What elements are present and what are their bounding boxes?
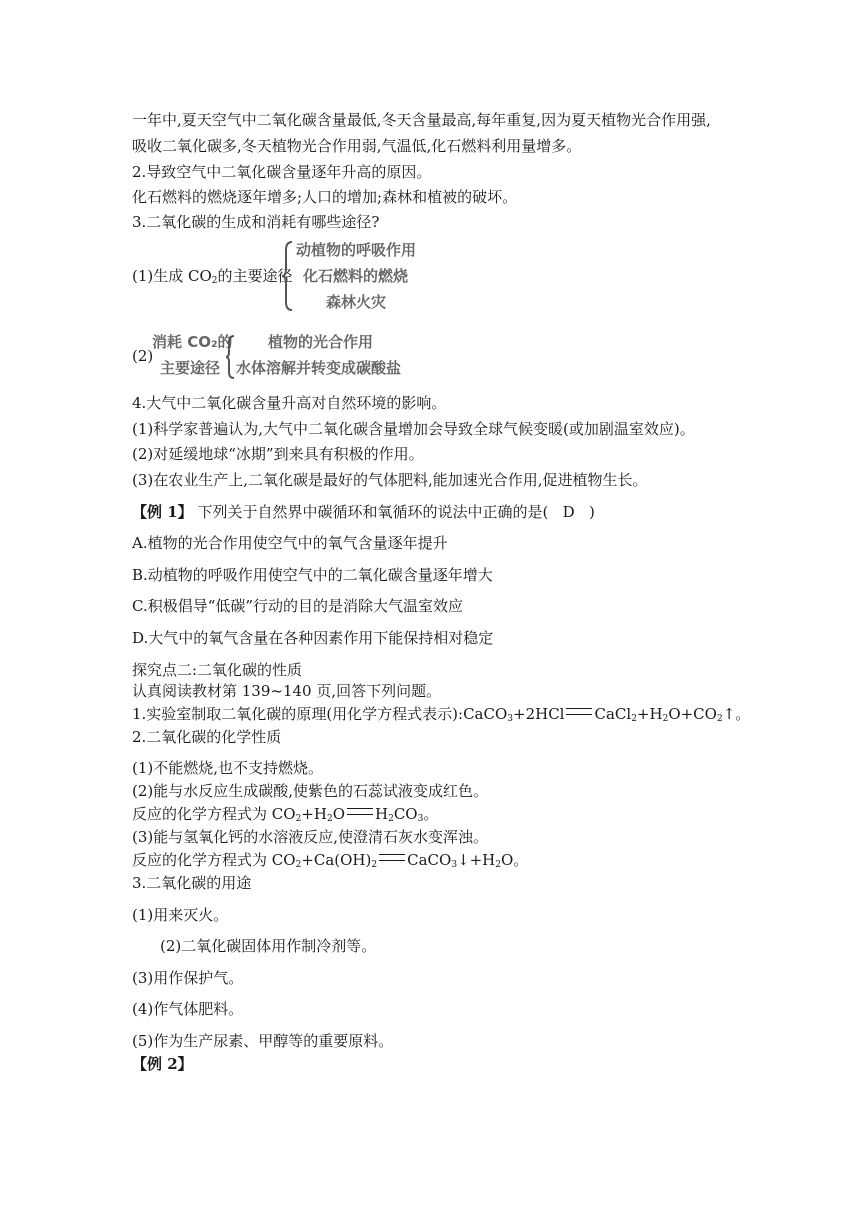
example-1-answer: D — [562, 503, 575, 521]
consumption-number: (2) — [132, 347, 154, 365]
example-1-option-a: A.植物的光合作用使空气中的氧气含量逐年提升 — [132, 534, 448, 552]
consumption-item-water-dissolution: 水体溶解并转变成碳酸盐 — [236, 359, 402, 377]
answer-2: 化石燃料的燃烧逐年增多;人口的增加;森林和植被的破坏。 — [132, 188, 518, 206]
use-5: (5)作为生产尿素、甲醇等的重要原料。 — [132, 1032, 394, 1050]
property-2: (2)能与水反应生成碳酸,使紫色的石蕊试液变成红色。 — [132, 782, 489, 800]
property-2-equation: 反应的化学方程式为 $CO_2+H_2O$ $H_2CO_3$。 — [132, 805, 439, 824]
use-3: (3)用作保护气。 — [132, 969, 244, 987]
question-4-heading: 4.大气中二氧化碳含量升高对自然环境的影响。 — [132, 394, 447, 412]
example-1-option-b: B.动植物的呼吸作用使空气中的二氧化碳含量逐年增大 — [132, 566, 493, 584]
property-1: (1)不能燃烧,也不支持燃烧。 — [132, 759, 324, 777]
section-2-title: 探究点二:二氧化碳的性质 — [132, 661, 303, 679]
answer-4-3: (3)在农业生产上,二氧化碳是最好的气体肥料,能加速光合作用,促进植物生长。 — [132, 471, 648, 489]
consumption-label-line1: 消耗 CO₂的 — [152, 333, 233, 351]
section-2-q3: 3.二氧化碳的用途 — [132, 874, 252, 892]
question-3-heading: 3.二氧化碳的生成和消耗有哪些途径? — [132, 213, 380, 231]
use-2: (2)二氧化碳固体用作制冷剂等。 — [160, 937, 377, 955]
consumption-brace-icon — [226, 334, 236, 380]
generation-item-fossil-fuel: 化石燃料的燃烧 — [303, 267, 409, 285]
generation-item-respiration: 动植物的呼吸作用 — [296, 241, 417, 259]
example-1-option-c: C.积极倡导“低碳”行动的目的是消除大气温室效应 — [132, 597, 464, 615]
consumption-label-line2: 主要途径 — [160, 359, 221, 377]
example-1-stem: 【例 1】 下列关于自然界中碳循环和氧循环的说法中正确的是( D ) — [132, 503, 595, 521]
property-3: (3)能与氢氧化钙的水溶液反应,使澄清石灰水变浑浊。 — [132, 828, 489, 846]
paragraph-seasonal-co2-cont: 吸收二氧化碳多,冬天植物光合作用弱,气温低,化石燃料利用量增多。 — [132, 137, 582, 155]
example-1-option-d: D.大气中的氧气含量在各种因素作用下能保持相对稳定 — [132, 629, 494, 647]
example-2-label: 【例 2】 — [132, 1055, 193, 1073]
question-2-heading: 2.导致空气中二氧化碳含量逐年升高的原因。 — [132, 163, 432, 181]
generation-label: (1)生成 $CO_2$的主要途径 — [132, 267, 293, 286]
section-2-q2: 2.二氧化碳的化学性质 — [132, 728, 282, 746]
consumption-item-photosynthesis: 植物的光合作用 — [268, 333, 374, 351]
generation-item-forest-fire: 森林火灾 — [326, 293, 387, 311]
answer-4-1: (1)科学家普遍认为,大气中二氧化碳含量增加会导致全球气候变暖(或加剧温室效应)。 — [132, 420, 695, 438]
section-2-q1: 1.实验室制取二氧化碳的原理(用化学方程式表示):CaCO$_3$+2HCl $CaCl_2+H_2O+CO_2↑$。 — [132, 705, 751, 724]
property-3-equation: 反应的化学方程式为 $CO_2+Ca(OH)_2$ $CaCO_3↓+H_2O$。 — [132, 851, 529, 870]
use-4: (4)作气体肥料。 — [132, 1000, 244, 1018]
use-1: (1)用来灭火。 — [132, 906, 229, 924]
paragraph-seasonal-co2: 一年中,夏天空气中二氧化碳含量最低,冬天含量最高,每年重复,因为夏天植物光合作用强, — [132, 111, 711, 129]
section-2-instruction: 认真阅读教材第 139~140 页,回答下列问题。 — [132, 682, 442, 700]
answer-4-2: (2)对延缓地球“冰期”到来具有积极的作用。 — [132, 445, 424, 463]
generation-brace-icon — [282, 240, 294, 312]
